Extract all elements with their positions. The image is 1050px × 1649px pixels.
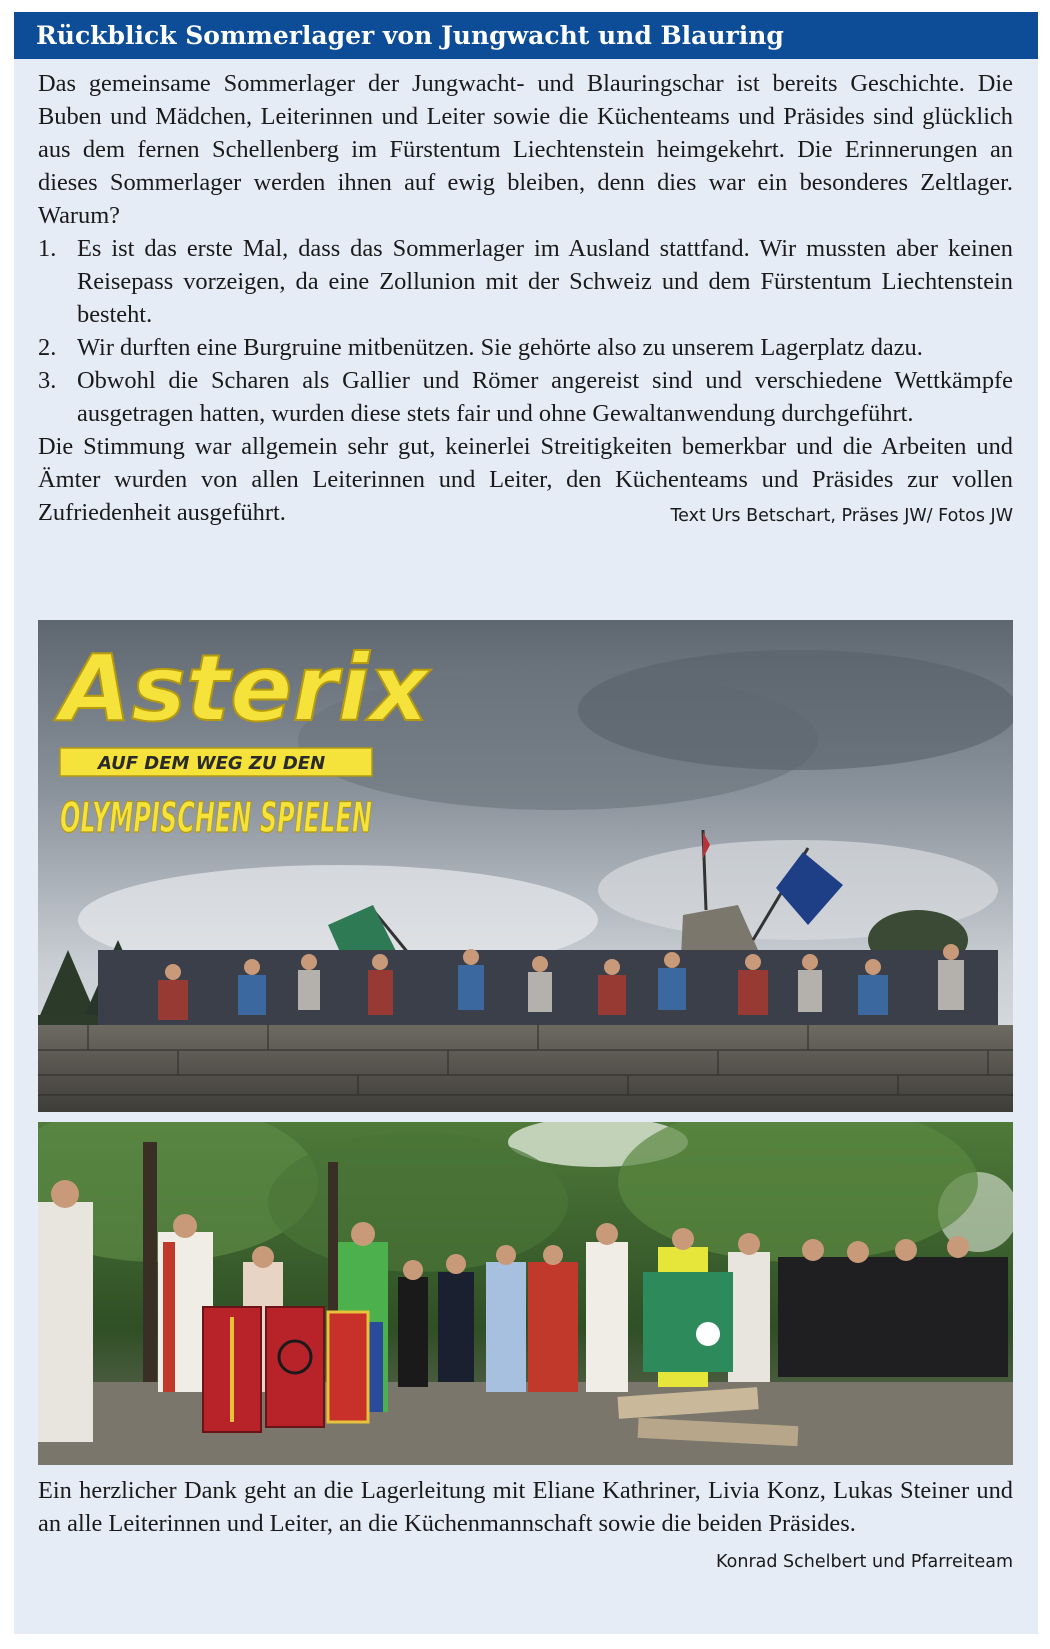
photo-text-credit: Text Urs Betschart, Präses JW/ Fotos JW (670, 506, 1013, 526)
logo-title: Asterix (60, 635, 429, 742)
list-number: 3. (38, 367, 57, 394)
article-box (14, 12, 1038, 1634)
logo-subtitle: AUF DEM WEG ZU DEN (98, 753, 326, 774)
photo-castle-ruin-group (38, 620, 1013, 1112)
reasons-list (38, 232, 1013, 430)
list-number: 2. (38, 334, 57, 361)
list-item (38, 232, 1013, 331)
list-item (38, 331, 1013, 364)
list-text: Es ist das erste Mal, dass das Sommerlager im Ausland stattfand. Wir mussten aber keinen Reisepass vorzeigen, da eine Zollunion mit der Schweiz und dem Fürstentum Liechtenstein besteht. (77, 235, 1013, 328)
list-number: 1. (38, 235, 57, 262)
article-title: Rückblick Sommerlager von Jungwacht und Blauring (14, 12, 1038, 59)
article-body (38, 67, 1013, 533)
thanks-paragraph (38, 1474, 1013, 1572)
logo-line2: OLYMPISCHEN SPIELEN (60, 793, 372, 842)
photo-forest-costumes (38, 1122, 1013, 1465)
intro-paragraph: Das gemeinsame Sommerlager der Jungwacht- und Blauringschar ist bereits Geschichte. Die Buben und Mädchen, Leiterinnen und Leiter sowie die Küchenteams und Präsides sind glücklich aus dem fernen Schellenberg im Fürstentum Liechtenstein heimgekehrt. Die Erinnerungen an dieses Sommerlager werden ihnen auf ewig bleiben, denn dies war ein besonderes Zeltlager. Warum? (38, 70, 1013, 229)
thanks-text: Ein herzlicher Dank geht an die Lagerleitung mit Eliane Kathriner, Livia Konz, Lukas Steiner und an alle Leiterinnen und Leiter, an die Küchenmannschaft sowie die beiden Präsides. (38, 1477, 1013, 1537)
list-text: Obwohl die Scharen als Gallier und Römer angereist sind und verschiedene Wettkämpfe ausgetragen hatten, wurden diese stets fair und ohne Gewaltanwendung durchgeführt. (77, 367, 1013, 427)
thanks-section (38, 1474, 1013, 1579)
summary-paragraph (38, 430, 1013, 529)
list-item (38, 364, 1013, 430)
list-text: Wir durften eine Burgruine mitbenützen. Sie gehörte also zu unserem Lagerplatz dazu. (77, 334, 923, 361)
summary-text: Die Stimmung war allgemein sehr gut, keinerlei Streitigkeiten bemerkbar und die Arbeiten und Ämter wurden von allen Leiterinnen und Leiter, den Küchenteams und Präsides zur vollen Zufriedenheit ausgeführt. (38, 433, 1013, 526)
signature: Konrad Schelbert und Pfarreiteam (716, 1552, 1013, 1572)
